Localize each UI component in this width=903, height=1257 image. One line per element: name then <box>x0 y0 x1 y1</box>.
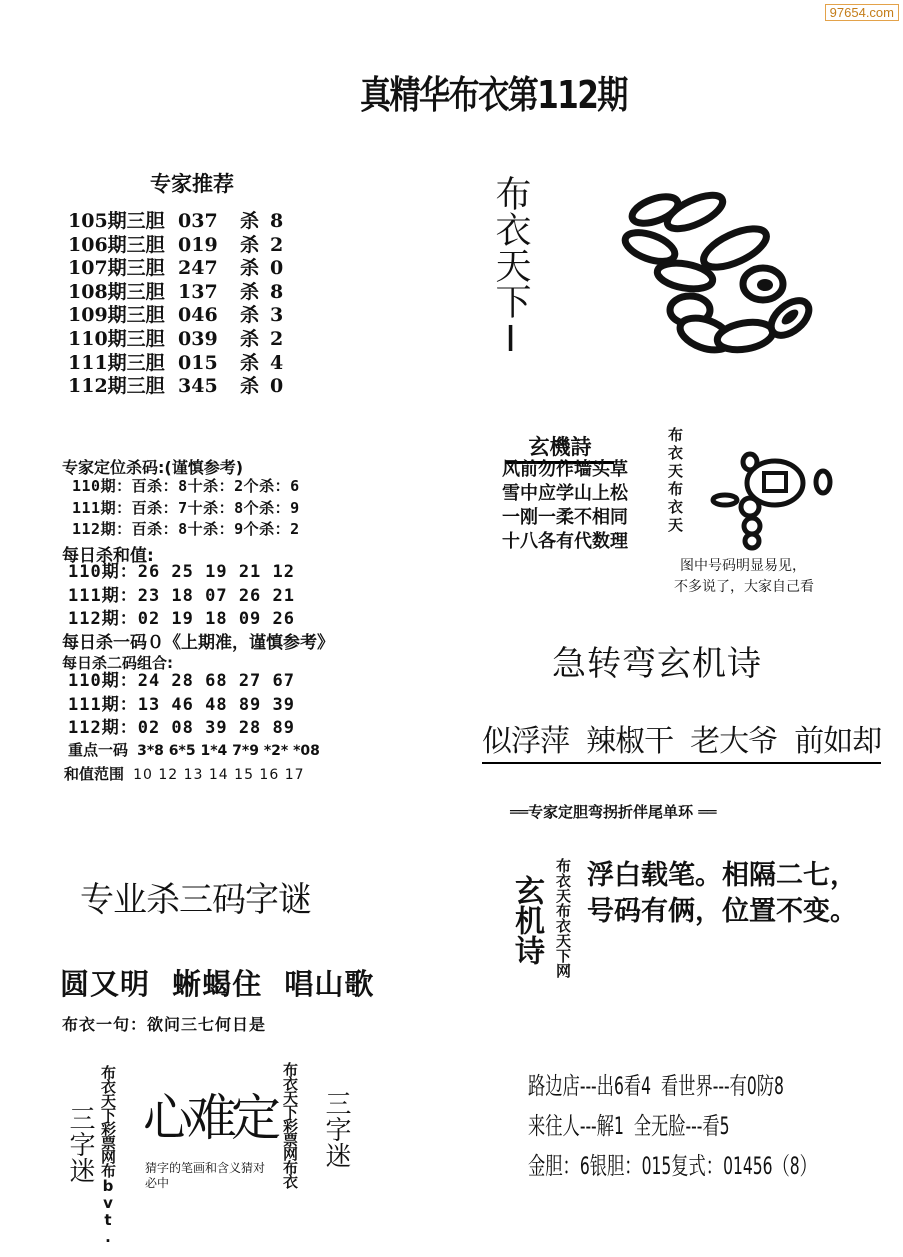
expert-kill: 2 <box>270 233 284 256</box>
expert-row <box>68 210 310 234</box>
expert-kill-label: 杀 <box>240 257 260 280</box>
hint-lines <box>528 1066 817 1186</box>
caption-line: 图中号码明显易见， <box>680 558 806 574</box>
expert-kill-label: 杀 <box>240 351 260 374</box>
expert-nums: 345 <box>178 375 218 398</box>
riddle-small-vertical-left: 布衣天下彩票网布bvt. <box>99 1065 117 1245</box>
expert-row <box>68 234 310 258</box>
riddle-line: 圆又明 蜥蝎住 唱山歌 <box>60 967 375 1001</box>
poem2-line: 浮白载笔。相隔二七， <box>587 860 857 891</box>
sum-range-value: 10 12 13 14 15 16 17 <box>133 767 305 783</box>
expert-kill-label: 杀 <box>240 233 260 256</box>
expert-nums: 039 <box>178 327 218 350</box>
riddle-poem-heading: 急转弯玄机诗 <box>552 644 762 684</box>
poem-side-vertical: 布衣天布衣天 <box>666 427 684 535</box>
expert-period: 109期三胆 <box>68 304 165 327</box>
expert-nums: 137 <box>178 280 218 303</box>
expert-heading: 专家推荐 <box>150 172 234 196</box>
coin-ring <box>741 498 759 516</box>
expert-kill-label: 杀 <box>240 280 260 303</box>
riddle-heading: 专业杀三码字谜 <box>80 880 311 920</box>
expert-period: 110期三胆 <box>68 327 165 350</box>
coin-ring <box>713 495 737 505</box>
riddle-small-vertical-right: 布衣天下彩票网布衣 <box>281 1062 299 1188</box>
position-kill-row: 112期：百杀：8十杀：9个杀：2 <box>72 520 300 539</box>
expert-period: 106期三胆 <box>68 233 165 256</box>
poem-line: 风前勿作墙头草 <box>502 459 628 480</box>
riddle-right-vertical: 三字迷 <box>321 1090 351 1168</box>
expert-kill: 0 <box>270 257 284 280</box>
expert-period: 108期三胆 <box>68 280 165 303</box>
hint-line: 金胆：6银胆：015复式：01456（8） <box>528 1152 817 1180</box>
daily-two-heading: 每日杀二码组合: <box>62 654 173 672</box>
page-title: 真精华布衣第112期 <box>360 73 627 117</box>
expert-period: 107期三胆 <box>68 257 165 280</box>
poem-line: 十八各有代数理 <box>502 531 628 552</box>
expert-row <box>68 352 310 376</box>
daily-sum-row: 111期：23 18 07 26 21 <box>68 585 295 606</box>
poem2-line: 号码有俩，位置不变。 <box>587 896 857 927</box>
expert-kill-label: 杀 <box>240 210 260 232</box>
expert-kill: 2 <box>270 327 284 350</box>
poem2-side-vertical: 布衣天布衣天下网 <box>554 858 572 978</box>
chain-picture <box>600 180 830 360</box>
expert-nums: 019 <box>178 233 218 256</box>
expert-row <box>68 375 310 399</box>
expert-kill: 4 <box>270 351 284 374</box>
daily-two-row: 110期：24 28 68 27 67 <box>68 671 295 691</box>
riddle-center-subtext: 猜字的笔画和含义猜对必中 <box>145 1161 266 1190</box>
coin-ring <box>743 454 757 470</box>
mystic-poem-title: 玄機詩 <box>506 431 614 464</box>
key-code-value: 3*8 6*5 1*4 7*9 *2* *08 <box>137 743 320 759</box>
hint-line: 路边店---出6看4 看世界---有0防8 <box>528 1072 784 1100</box>
coin-picture <box>700 440 850 555</box>
chain-ring <box>715 318 775 353</box>
picture-caption <box>674 556 814 598</box>
expert-nums: 247 <box>178 257 218 280</box>
daily-two-row: 111期：13 46 48 89 39 <box>68 694 295 715</box>
expert-period: 112期三胆 <box>68 375 165 398</box>
expert-row <box>68 328 310 352</box>
expert-kill: 8 <box>270 210 284 232</box>
coin-ring <box>745 534 759 548</box>
expert-nums: 046 <box>178 304 218 327</box>
expert-nums: 037 <box>178 210 218 232</box>
daily-two-row: 112期：02 08 39 28 89 <box>68 718 295 738</box>
daily-two-list <box>68 670 295 741</box>
expert-kill: 0 <box>270 375 284 398</box>
expert-period: 111期三胆 <box>68 351 165 374</box>
poem-line: 雪中应学山上松 <box>502 483 628 504</box>
riddle-one-sentence: 布衣一句：欲问三七何日是 <box>62 1015 267 1034</box>
coin-ring <box>816 471 830 493</box>
key-code-label: 重点一码 <box>68 741 129 759</box>
daily-sum-row: 112期：02 19 18 09 26 <box>68 609 295 629</box>
expert-table <box>68 210 310 399</box>
coin-square <box>764 473 786 491</box>
mystic-poem <box>502 458 628 554</box>
expert-row <box>68 257 310 281</box>
poem-line: 一刚一柔不相同 <box>502 507 628 528</box>
daily-one-code: 每日杀一码０《上期准，谨慎参考》 <box>62 633 334 653</box>
riddle-words-line: 似浮萍 辣椒干 老大爷 前如却 <box>482 716 881 764</box>
expert-nums: 015 <box>178 351 218 374</box>
expert-period: 105期三胆 <box>68 210 165 232</box>
daily-sum-row: 110期：26 25 19 21 12 <box>68 562 295 582</box>
riddle-left-vertical: 三字迷 <box>65 1105 95 1183</box>
expert-row <box>68 281 310 305</box>
sum-range-line <box>64 763 305 784</box>
site-watermark: 97654.com <box>825 4 899 21</box>
expert-kill-label: 杀 <box>240 327 260 350</box>
expert-row <box>68 304 310 328</box>
key-code-line <box>68 739 320 760</box>
caption-line: 不多说了，大家自己看 <box>674 579 814 595</box>
right-vertical-title: 布衣天下I <box>490 175 531 360</box>
position-kill-row: 110期：百杀：8十杀：2个杀：6 <box>72 477 300 495</box>
position-kill-list <box>72 476 300 541</box>
daily-sum-list <box>68 561 295 632</box>
mystic-poem2-title: 玄机诗 <box>509 875 544 965</box>
expert-kill-label: 杀 <box>240 375 260 398</box>
expert-dan-line: ══专家定胆弯拐折伴尾单环 ══ <box>510 803 717 821</box>
hint-line: 来往人---解1 全无脸---看5 <box>528 1112 730 1140</box>
daily-sum-heading: 每日杀和值: <box>62 546 154 566</box>
position-kill-row: 111期：百杀：7十杀：8个杀：9 <box>72 498 300 517</box>
riddle-center-text: 心难定 <box>143 1089 275 1147</box>
position-kill-heading: 专家定位杀码:(谨慎参考) <box>62 458 244 477</box>
expert-kill: 3 <box>270 304 284 327</box>
sum-range-label: 和值范围 <box>64 765 125 783</box>
expert-kill-label: 杀 <box>240 304 260 327</box>
mystic-poem2 <box>587 858 857 930</box>
expert-kill: 8 <box>270 280 284 303</box>
